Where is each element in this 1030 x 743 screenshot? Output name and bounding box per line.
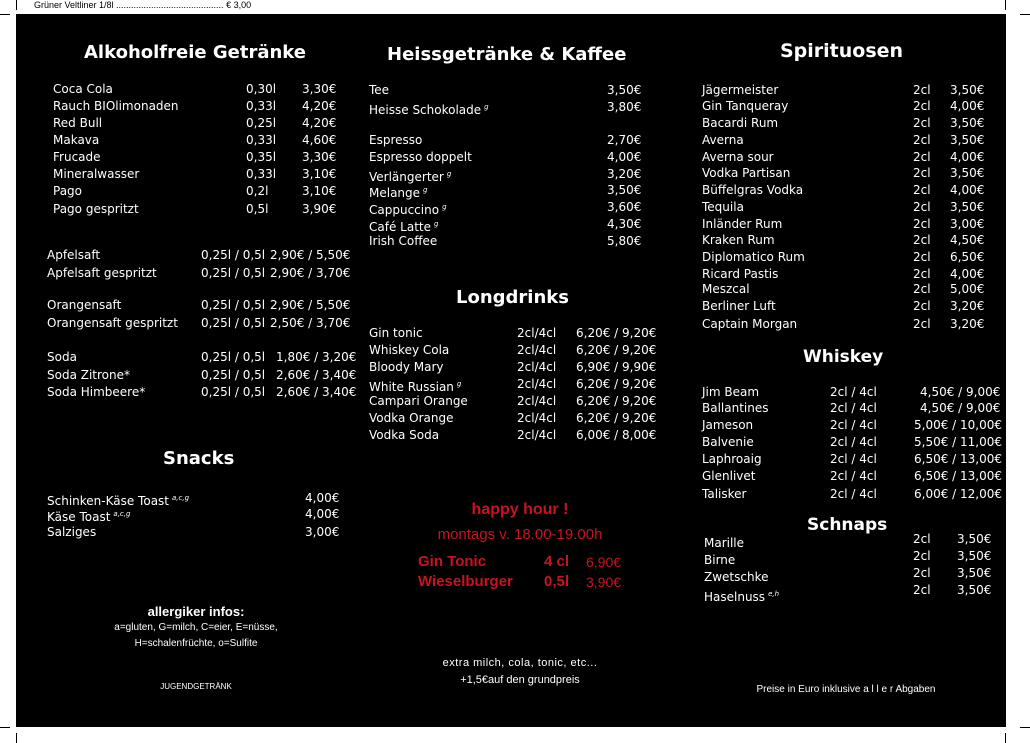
list-item: Tee 3,50€ bbox=[369, 83, 642, 97]
list-item: Marille 2cl 3,50€ bbox=[704, 532, 992, 550]
list-item: Frucade 0,35l 3,30€ bbox=[53, 150, 337, 164]
crop-mark bbox=[0, 14, 10, 15]
happy-hour-title: happy hour ! bbox=[471, 501, 569, 518]
allergy-line-2: H=schalenfrüchte, o=Sulfite bbox=[134, 638, 258, 649]
list-item: Talisker 2cl / 4cl 6,00€ / 12,00€ bbox=[702, 487, 1003, 501]
crop-mark bbox=[1020, 14, 1030, 15]
top-line-text: Grüner Veltliner 1/8l ........................................... € 3,00 bbox=[34, 0, 252, 10]
list-item: Bloody Mary 2cl/4cl 6,90€ / 9,90€ bbox=[369, 360, 657, 374]
list-item: Vodka Partisan 2cl 3,50€ bbox=[702, 166, 985, 180]
list-item: Mineralwasser 0,33l 3,10€ bbox=[53, 167, 337, 181]
section-title-longdrinks: Longdrinks bbox=[456, 287, 569, 308]
list-item: Makava 0,33l 4,60€ bbox=[53, 133, 337, 147]
allergy-line-1: a=gluten, G=milch, C=eier, E=nüsse, bbox=[114, 622, 278, 633]
list-item: Schinken-Käse Toast $^{a,c,g}$ 4,00€ bbox=[47, 491, 340, 508]
list-item: Vodka Soda 2cl/4cl 6,00€ / 8,00€ bbox=[369, 428, 657, 442]
crop-mark bbox=[0, 727, 10, 728]
crop-mark bbox=[16, 0, 17, 10]
list-item: Ricard Pastis 2cl 4,00€ bbox=[702, 267, 985, 281]
list-item: Zwetschke 2cl 3,50€ bbox=[704, 566, 992, 584]
list-item: Heisse Schokolade $^g$ 3,80€ bbox=[369, 100, 642, 117]
crop-mark bbox=[1020, 727, 1030, 728]
price-footer: Preise in Euro inklusive a l l e r Abgaben bbox=[756, 684, 936, 695]
list-item: Cappuccino $^g$ 3,60€ bbox=[369, 200, 642, 217]
list-item: Bacardi Rum 2cl 3,50€ bbox=[702, 116, 985, 130]
extras-note-1: extra milch, cola, tonic, etc... bbox=[442, 657, 598, 669]
list-item: Tequila 2cl 3,50€ bbox=[702, 200, 985, 214]
list-item: Café Latte $^g$ 4,30€ bbox=[369, 217, 642, 234]
section-title-spirits: Spirituosen bbox=[780, 40, 904, 62]
list-item: Red Bull 0,25l 4,20€ bbox=[53, 116, 337, 130]
list-item: White Russian $^g$ 2cl/4cl 6,20€ / 9,20€ bbox=[369, 377, 657, 394]
list-item: Meszcal 2cl 5,00€ bbox=[702, 282, 985, 296]
extras-note-2: +1,5€auf den grundpreis bbox=[460, 674, 580, 686]
list-item: Pago 0,2l 3,10€ bbox=[53, 184, 337, 198]
youth-drink-label: JUGENDGETRÄNK bbox=[160, 682, 232, 691]
list-item: Averna 2cl 3,50€ bbox=[702, 133, 985, 147]
list-item: Haselnuss $^{e,h}$ 2cl 3,50€ bbox=[704, 583, 992, 604]
section-title-hot-drinks: Heissgetränke & Kaffee bbox=[387, 44, 627, 65]
crop-mark bbox=[1005, 0, 1006, 10]
list-item: Apfelsaft gespritzt 0,25l / 0,5l 2,90€ / 3,70€ bbox=[47, 266, 351, 280]
list-item: Irish Coffee 5,80€ bbox=[369, 234, 642, 248]
list-item: Whiskey Cola 2cl/4cl 6,20€ / 9,20€ bbox=[369, 343, 657, 357]
crop-mark bbox=[16, 733, 17, 743]
list-item: Berliner Luft 2cl 3,20€ bbox=[702, 299, 985, 313]
crop-mark bbox=[1005, 733, 1006, 743]
list-item: Espresso 2,70€ bbox=[369, 133, 642, 147]
list-item: Espresso doppelt 4,00€ bbox=[369, 150, 642, 164]
list-item: Coca Cola 0,30l 3,30€ bbox=[53, 82, 337, 96]
list-item: Ballantines 2cl / 4cl 4,50€ / 9,00€ bbox=[702, 401, 1001, 415]
list-item: Büffelgras Vodka 2cl 4,00€ bbox=[702, 183, 985, 197]
list-item: Verlängerter $^g$ 3,20€ bbox=[369, 167, 642, 184]
happy-hour-item: Gin Tonic 4 cl 6,90€ bbox=[418, 553, 622, 570]
list-item: Jameson 2cl / 4cl 5,00€ / 10,00€ bbox=[702, 418, 1003, 432]
list-item: Käse Toast $^{a,c,g}$ 4,00€ bbox=[47, 507, 340, 524]
list-item: Gin tonic 2cl/4cl 6,20€ / 9,20€ bbox=[369, 326, 657, 340]
list-item: Vodka Orange 2cl/4cl 6,20€ / 9,20€ bbox=[369, 411, 657, 425]
list-item: Pago gespritzt 0,5l 3,90€ bbox=[53, 202, 337, 216]
list-item: Apfelsaft 0,25l / 0,5l 2,90€ / 5,50€ bbox=[47, 248, 351, 262]
list-item: Inländer Rum 2cl 3,00€ bbox=[702, 217, 985, 231]
list-item: Kraken Rum 2cl 4,50€ bbox=[702, 233, 985, 247]
list-item: Birne 2cl 3,50€ bbox=[704, 549, 992, 567]
list-item: Rauch BIOlimonaden 0,33l 4,20€ bbox=[53, 99, 337, 113]
list-item: Gin Tanqueray 2cl 4,00€ bbox=[702, 99, 985, 113]
menu-card bbox=[16, 14, 1006, 727]
list-item: Captain Morgan 2cl 3,20€ bbox=[702, 317, 985, 331]
list-item: Orangensaft gespritzt 0,25l / 0,5l 2,50€ / 3,70€ bbox=[47, 316, 351, 330]
list-item: Diplomatico Rum 2cl 6,50€ bbox=[702, 250, 985, 264]
list-item: Jim Beam 2cl / 4cl 4,50€ / 9,00€ bbox=[702, 385, 1001, 399]
list-item: Soda Zitrone* 0,25l / 0,5l 2,60€ / 3,40€ bbox=[47, 368, 357, 382]
list-item: Soda 0,25l / 0,5l 1,80€ / 3,20€ bbox=[47, 350, 357, 364]
list-item: Glenlivet 2cl / 4cl 6,50€ / 13,00€ bbox=[702, 469, 1003, 483]
list-item: Melange $^g$ 3,50€ bbox=[369, 183, 642, 200]
list-item: Salziges 3,00€ bbox=[47, 525, 340, 539]
list-item: Campari Orange 2cl/4cl 6,20€ / 9,20€ bbox=[369, 394, 657, 408]
list-item: Averna sour 2cl 4,00€ bbox=[702, 150, 985, 164]
section-title-snacks: Snacks bbox=[163, 448, 235, 469]
list-item: Orangensaft 0,25l / 0,5l 2,90€ / 5,50€ bbox=[47, 298, 351, 312]
list-item: Jägermeister 2cl 3,50€ bbox=[702, 83, 985, 97]
list-item: Balvenie 2cl / 4cl 5,50€ / 11,00€ bbox=[702, 435, 1003, 449]
happy-hour-time: montags v. 18.00-19.00h bbox=[437, 526, 603, 543]
list-item: Soda Himbeere* 0,25l / 0,5l 2,60€ / 3,40€ bbox=[47, 385, 357, 399]
list-item: Laphroaig 2cl / 4cl 6,50€ / 13,00€ bbox=[702, 452, 1003, 466]
section-title-soft-drinks: Alkoholfreie Getränke bbox=[84, 42, 306, 63]
allergy-title: allergiker infos: bbox=[147, 604, 245, 619]
section-title-whiskey: Whiskey bbox=[803, 347, 884, 367]
section-title-schnaps: Schnaps bbox=[807, 515, 888, 535]
happy-hour-item: Wieselburger 0,5l 3,90€ bbox=[418, 573, 622, 590]
